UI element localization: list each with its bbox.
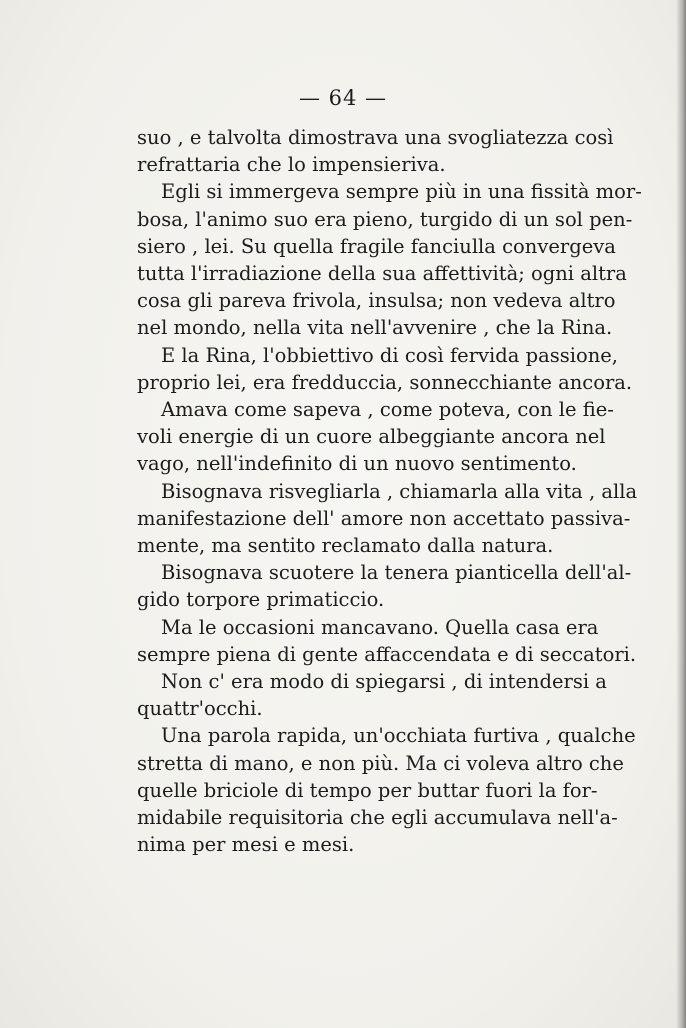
text-line: proprio lei, era fredduccia, sonnecchiante ancora. (137, 370, 633, 394)
text-line: tutta l'irradiazione della sua affettività; ogni altra (137, 262, 627, 286)
body-text (137, 124, 642, 858)
page-number: — 64 — (298, 86, 388, 110)
text-line: Una parola rapida, un'occhiata furtiva , qualche (161, 724, 636, 748)
text-line: vago, nell'indefinito di un nuovo sentimento. (137, 452, 577, 476)
text-line: Non c' era modo di spiegarsi , di intendersi a (161, 670, 607, 694)
text-line: stretta di mano, e non più. Ma ci voleva altro che (137, 751, 624, 775)
text-line: manifestazione dell' amore non accettato passiva- (137, 506, 631, 530)
text-line: Ma le occasioni mancavano. Quella casa era (161, 615, 599, 639)
text-line: cosa gli pareva frivola, insulsa; non vedeva altro (137, 289, 616, 313)
text-line: Egli si immergeva sempre più in una fissità mor- (161, 180, 642, 204)
text-line: Amava come sapeva , come poteva, con le fie- (161, 398, 614, 422)
text-line: gido torpore primaticcio. (137, 588, 385, 612)
text-line: mente, ma sentito reclamato dalla natura. (137, 534, 554, 558)
text-line: sempre piena di gente affaccendata e di seccatori. (137, 642, 637, 666)
text-line: Bisognava risvegliarla , chiamarla alla vita , alla (161, 479, 638, 503)
text-line: bosa, l'animo suo era pieno, turgido di un sol pen- (137, 207, 633, 231)
text-line: E la Rina, l'obbiettivo di così fervida passione, (161, 343, 618, 367)
page-edge-shadow (676, 0, 686, 1028)
text-line: midabile requisitoria che egli accumulava nell'a- (137, 806, 618, 830)
text-line: nel mondo, nella vita nell'avvenire , che la Rina. (137, 316, 613, 340)
text-line: Bisognava scuotere la tenera pianticella dell'al- (161, 561, 632, 585)
text-line: quelle briciole di tempo per buttar fuori la for- (137, 778, 598, 802)
text-line: siero , lei. Su quella fragile fanciulla convergeva (137, 234, 616, 258)
text-line: voli energie di un cuore albeggiante ancora nel (137, 425, 606, 449)
text-line: quattr'occhi. (137, 697, 263, 721)
text-line: refrattaria che lo impensieriva. (137, 153, 446, 177)
text-line: nima per mesi e mesi. (137, 833, 355, 857)
text-line: suo , e talvolta dimostrava una svogliatezza così (137, 126, 614, 149)
